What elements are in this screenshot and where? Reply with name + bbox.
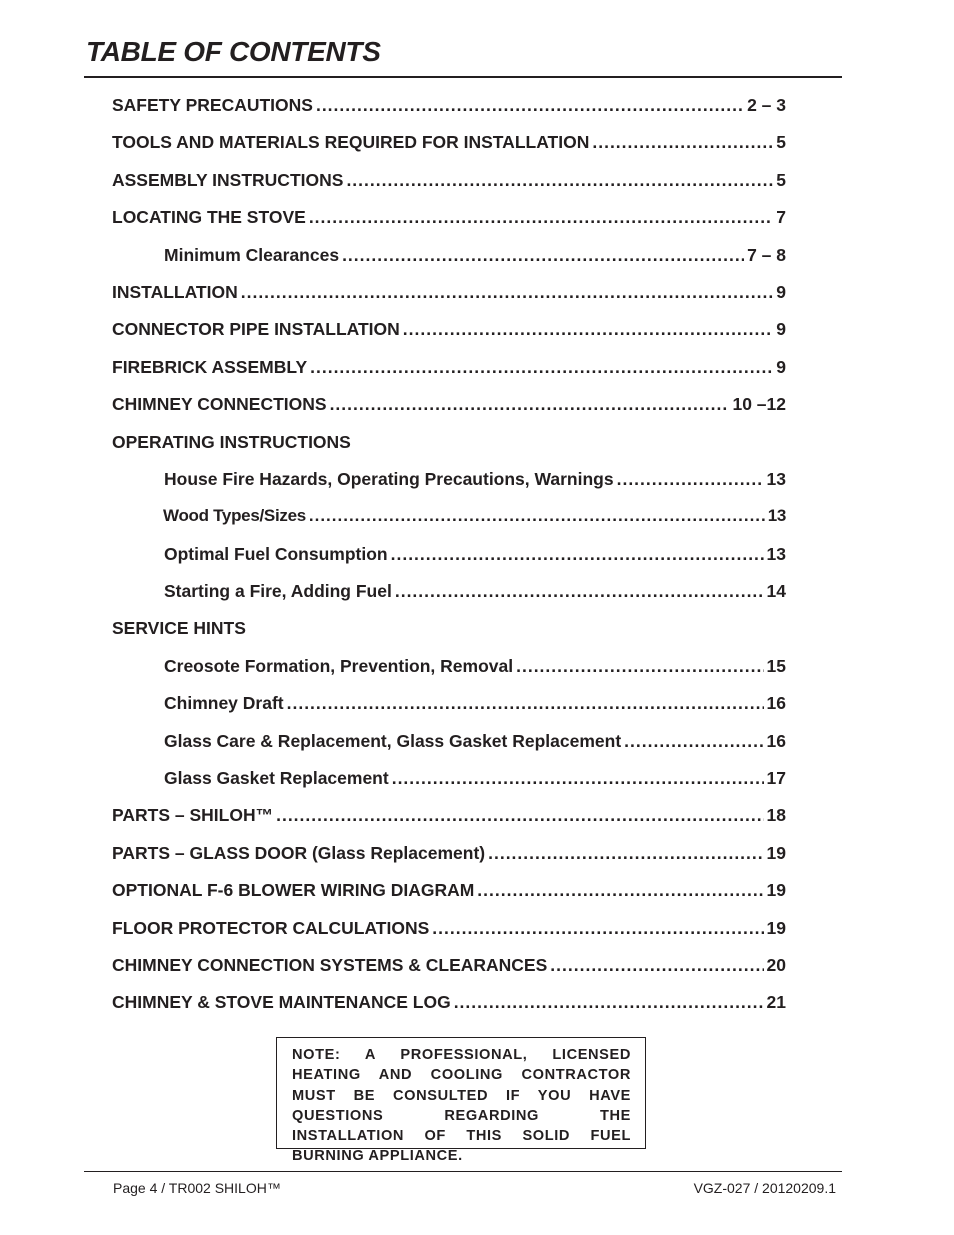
toc-entry-page: 16 xyxy=(766,730,786,751)
toc-entry-page: 13 xyxy=(767,506,786,526)
footer-divider xyxy=(84,1171,842,1172)
toc-entry-page: 10 –12 xyxy=(732,394,786,415)
toc-entry-title: Chimney Draft xyxy=(164,693,284,714)
toc-dot-leader xyxy=(592,127,773,157)
toc-entry-page: 7 – 8 xyxy=(747,244,786,265)
toc-entry-title: FIREBRICK ASSEMBLY xyxy=(112,356,308,377)
toc-entry-title: Wood Types/Sizes xyxy=(163,506,306,526)
toc-dot-leader xyxy=(432,913,763,943)
toc-entry xyxy=(112,651,786,688)
toc-entry-title: CHIMNEY CONNECTION SYSTEMS & CLEARANCES xyxy=(112,954,548,975)
toc-dot-leader xyxy=(403,314,773,344)
toc-entry-title: House Fire Hazards, Operating Precautions, Warnings xyxy=(164,468,614,489)
toc-entry xyxy=(112,726,786,763)
toc-entry-page: 14 xyxy=(766,581,786,602)
toc-entry-page: 18 xyxy=(766,805,786,826)
toc-entry xyxy=(112,389,786,426)
toc-entry xyxy=(112,240,786,277)
toc-dot-leader xyxy=(617,464,764,494)
toc-entry-title: OPTIONAL F-6 BLOWER WIRING DIAGRAM xyxy=(112,880,475,901)
toc-dot-leader xyxy=(516,651,763,681)
page-title: TABLE OF CONTENTS xyxy=(86,36,381,67)
toc-dot-leader xyxy=(342,240,744,270)
toc-entry-title: OPERATING INSTRUCTIONS xyxy=(112,431,351,452)
toc-dot-leader xyxy=(391,539,764,569)
toc-entry-title: CONNECTOR PIPE INSTALLATION xyxy=(112,319,400,340)
toc-entry-title: Creosote Formation, Prevention, Removal xyxy=(164,655,514,676)
toc-entry-page: 13 xyxy=(766,543,786,564)
toc-entry xyxy=(112,800,786,837)
toc-dot-leader xyxy=(454,987,764,1017)
note-text: NOTE: A PROFESSIONAL, LICENSED HEATING AND COOLING CONTRACTOR MUST BE CONSULTED IF YOU HAVE QUESTIONS REGARDING THE INSTALLATION OF THIS SOLID FUEL BURNING APPLIANCE. xyxy=(292,1047,631,1165)
toc-entry-page: 13 xyxy=(766,468,786,489)
toc-entry xyxy=(112,838,786,875)
toc-entry xyxy=(112,501,786,538)
toc-entry xyxy=(112,875,786,912)
toc-entry-page: 5 xyxy=(776,132,786,153)
toc-dot-leader xyxy=(395,576,764,606)
footer-doc-code: VGZ-027 / 20120209.1 xyxy=(693,1180,836,1196)
title-divider xyxy=(84,76,842,78)
toc-dot-leader xyxy=(392,763,764,793)
toc-entry-page: 20 xyxy=(766,954,786,975)
toc-entry-title: SAFETY PRECAUTIONS xyxy=(112,95,313,115)
toc-entry-page: 21 xyxy=(766,992,786,1013)
toc-entry-page: 19 xyxy=(766,880,786,901)
toc-entry-page: 9 xyxy=(776,319,786,340)
toc-dot-leader xyxy=(287,688,764,718)
toc-entry-page: 2 – 3 xyxy=(747,95,786,115)
toc-entry-title: PARTS – SHILOH™ xyxy=(112,805,274,826)
toc-entry-page: 19 xyxy=(766,917,786,938)
toc-dot-leader xyxy=(477,875,763,905)
toc-entry xyxy=(112,950,786,987)
toc-entry-title: CHIMNEY CONNECTIONS xyxy=(112,394,327,415)
toc-entry-title: Optimal Fuel Consumption xyxy=(164,543,388,564)
toc-entry-title: Starting a Fire, Adding Fuel xyxy=(164,581,392,602)
toc-entry-page: 5 xyxy=(776,169,786,190)
toc-entry-page: 17 xyxy=(766,768,786,789)
toc-dot-leader xyxy=(309,202,773,232)
toc-entry-title: INSTALLATION xyxy=(112,281,238,302)
toc-entry-page: 15 xyxy=(766,655,786,676)
toc-entry xyxy=(112,763,786,800)
toc-entry-page: 19 xyxy=(766,842,786,863)
toc-entry xyxy=(112,427,786,464)
toc-entry-title: Glass Care & Replacement, Glass Gasket Replacement xyxy=(164,730,622,751)
toc-entry-page: 16 xyxy=(766,693,786,714)
toc-entry xyxy=(112,314,786,351)
toc-entry xyxy=(112,352,786,389)
toc-entry-title: Minimum Clearances xyxy=(164,244,340,265)
toc-entry-page: 7 xyxy=(776,207,786,228)
toc-entry-title: SERVICE HINTS xyxy=(112,618,246,639)
toc-dot-leader xyxy=(624,726,763,756)
toc-entry-page: 9 xyxy=(776,356,786,377)
toc-entry xyxy=(112,913,786,950)
toc-entry-title: Glass Gasket Replacement xyxy=(164,768,389,789)
toc-entry xyxy=(112,165,786,202)
toc-entry xyxy=(112,127,786,164)
toc-entry xyxy=(112,202,786,239)
toc-dot-leader xyxy=(488,838,763,868)
toc-dot-leader xyxy=(276,800,763,830)
toc-dot-leader xyxy=(330,389,730,419)
toc-dot-leader xyxy=(310,352,773,382)
toc-dot-leader xyxy=(346,165,773,195)
toc-entry-title: CHIMNEY & STOVE MAINTENANCE LOG xyxy=(112,992,451,1013)
footer-page-label: Page 4 / TR002 SHILOH™ xyxy=(113,1180,281,1196)
toc-entry-title: PARTS – GLASS DOOR (Glass Replacement) xyxy=(112,842,486,863)
toc-entry xyxy=(112,90,786,127)
toc-entry-title: TOOLS AND MATERIALS REQUIRED FOR INSTALLATION xyxy=(112,132,590,153)
toc-entry xyxy=(112,277,786,314)
toc-entry-title: ASSEMBLY INSTRUCTIONS xyxy=(112,169,344,190)
toc-entry xyxy=(112,464,786,501)
note-box xyxy=(276,1037,646,1165)
table-of-contents xyxy=(112,90,786,1025)
toc-entry xyxy=(112,987,786,1024)
toc-entry xyxy=(112,539,786,576)
toc-entry-title: LOCATING THE STOVE xyxy=(112,207,306,228)
toc-entry xyxy=(112,613,786,650)
toc-entry-page: 9 xyxy=(776,281,786,302)
toc-dot-leader xyxy=(309,501,765,531)
toc-entry xyxy=(112,576,786,613)
toc-entry xyxy=(112,688,786,725)
toc-dot-leader xyxy=(316,90,744,120)
toc-entry-title: FLOOR PROTECTOR CALCULATIONS xyxy=(112,917,430,938)
toc-dot-leader xyxy=(241,277,774,307)
toc-dot-leader xyxy=(550,950,763,980)
